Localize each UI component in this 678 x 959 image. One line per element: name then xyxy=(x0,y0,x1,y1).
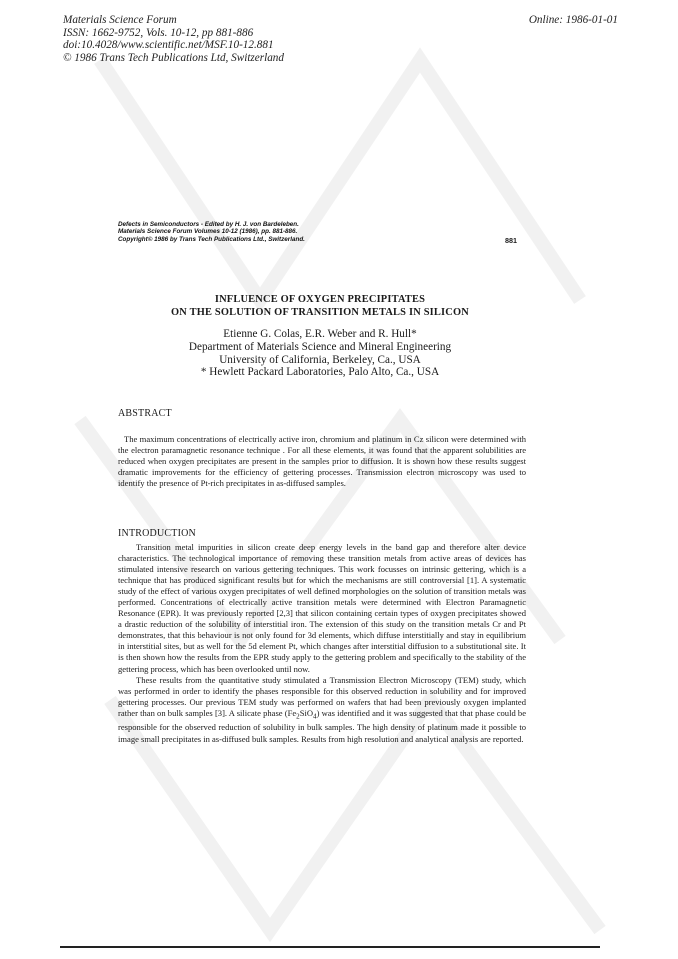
paragraph-2-end: ) was identified and it was suggested that that phase could be responsible for the observed reduction of solubility in bulk samples. The high density of platinum made it possible to image small precipitates in as-diffused bulk samples. Results from high resolution and analytical analysis are reported. xyxy=(118,707,526,744)
journal-copyright: © 1986 Trans Tech Publications Ltd, Switzerland xyxy=(63,51,284,64)
formula-middle: SiO xyxy=(299,707,314,718)
paragraph-2-start: These results from the quantitative study stimulated a Transmission Electron Microscopy (TEM) study, which was performed in order to identify the phases responsible for this observed reduction in solubility and for improved gettering processes. Our previous TEM study was performed on wafers that had been previously oxygen implanted rather than on bulk samples [3]. A silicate phase (Fe xyxy=(118,674,526,718)
title-line-1: INFLUENCE OF OXYGEN PRECIPITATES xyxy=(214,294,426,305)
book-info xyxy=(118,221,518,243)
book-editor-line: Defects in Semiconductors - Edited by H. J. von Bardeleben. xyxy=(118,221,299,228)
page-number: 881 xyxy=(505,236,517,245)
online-date: Online: 1986-01-01 xyxy=(528,14,618,26)
formula-subscript-2: 4 xyxy=(313,712,317,721)
paper-title xyxy=(120,294,520,319)
journal-doi: doi:10.4028/www.scientific.net/MSF.10-12.881 xyxy=(63,39,274,52)
abstract-text: The maximum concentrations of electrically active iron, chromium and platinum in Cz silicon were determined with the electron paramagnetic resonance technique . For all these elements, it was found that the apparent solubilities are reduced when oxygen precipitates are present in the samples prior to diffusion. It is shown how these results suggest dramatic improvements for the efficiency of gettering processes. Transmission electron microscopy was used to identify the presence of Pt-rich precipitates in as-diffused samples. xyxy=(118,434,526,489)
introduction-paragraph-1: Transition metal impurities in silicon create deep energy levels in the band gap and therefore alter device characteristics. The technological importance of removing these transition metals from active areas of devices has stimulated intensive research on various gettering techniques. This work focusses on intrinsic gettering, which is a technique that has produced significant results but for which the mechanisms are still controversial [1]. A systematic study of the effect of various oxygen precipitates of well defined morphologies on the solution of transition metals was performed. Concentrations of electrically active transition metals were determined with Electron Paramagnetic Resonance (EPR). It was previously reported [2,3] that silicon containing certain types of oxygen precipitates showed a drastic reduction of the solubility of interstitial iron. The extension of this study on the transition metals Cr and Pt demonstrates, that this behaviour is not only found for 3d elements, which diffuse interstitially and stay in equilibrium in interstitial sites, but as well for the 5d element Pt, which changes after interstitial diffusion to a substitutional site. It is then shown how the results from the EPR study apply to the gettering problem and specifically to the stability of the gettering process, which has been overlooked until now. xyxy=(118,542,526,674)
affiliation-department: Department of Materials Science and Mineral Engineering xyxy=(188,340,452,353)
author-block xyxy=(120,328,520,379)
journal-name: Materials Science Forum xyxy=(63,14,177,26)
abstract-heading: ABSTRACT xyxy=(118,408,172,419)
affiliation-hp: * Hewlett Packard Laboratories, Palo Alto, Ca., USA xyxy=(200,366,440,379)
introduction-paragraph-2 xyxy=(118,675,526,745)
footer-rule xyxy=(60,946,600,948)
journal-issn: ISSN: 1662-9752, Vols. 10-12, pp 881-886 xyxy=(63,26,254,39)
book-copyright-line: Copyright© 1986 by Trans Tech Publications Ltd., Switzerland. xyxy=(118,235,305,243)
book-volume-line: Materials Science Forum Volumes 10-12 (1986), pp. 881-886. xyxy=(118,228,298,236)
formula-subscript-1: 2 xyxy=(296,712,300,721)
introduction-body xyxy=(118,542,526,745)
journal-header xyxy=(63,14,443,64)
title-line-2: ON THE SOLUTION OF TRANSITION METALS IN SILICON xyxy=(170,306,469,318)
abstract-body xyxy=(118,434,526,489)
affiliation-university: University of California, Berkeley, Ca., USA xyxy=(219,353,421,366)
author-names: Etienne G. Colas, E.R. Weber and R. Hull* xyxy=(223,328,417,340)
introduction-heading: INTRODUCTION xyxy=(118,528,196,539)
